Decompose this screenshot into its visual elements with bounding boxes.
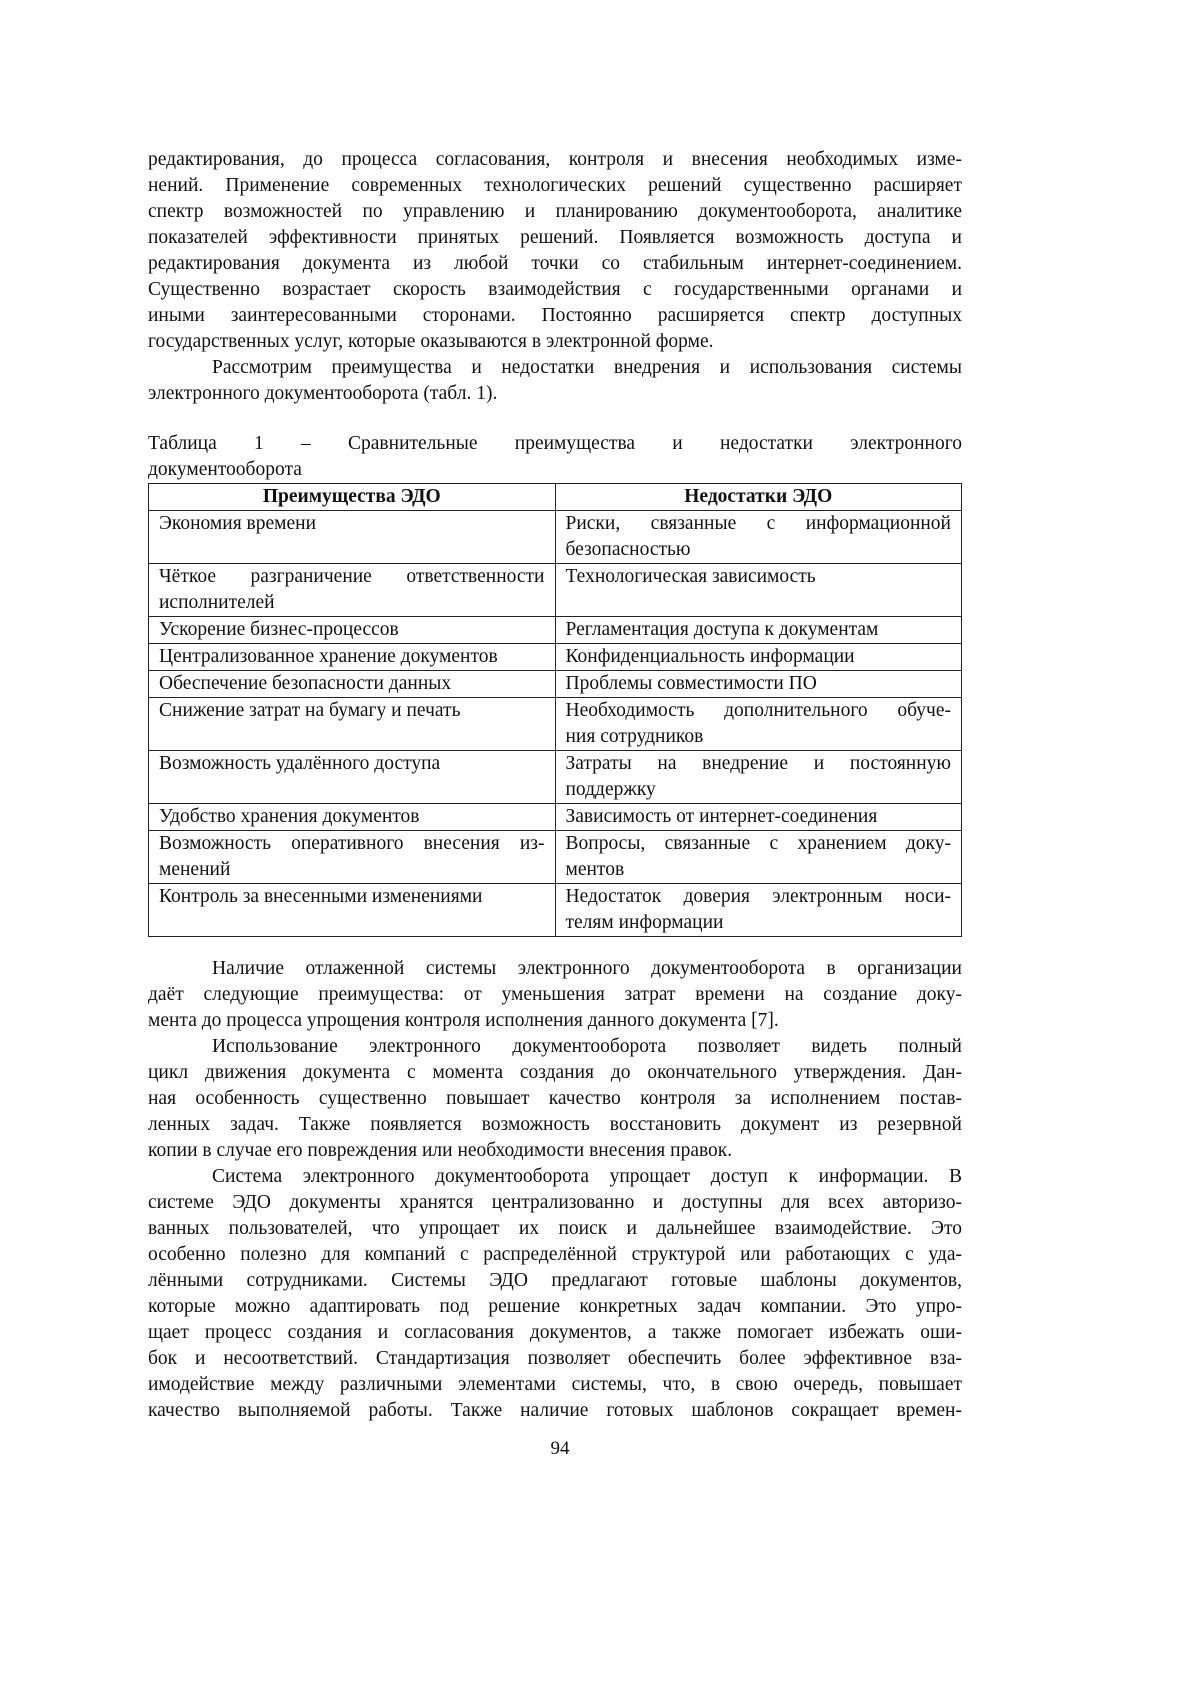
- text-line: Возможность удалённого доступа: [159, 751, 545, 777]
- header-disadvantages: Недостатки ЭДО: [555, 484, 962, 511]
- table-caption: [148, 431, 962, 483]
- paragraph-5: [148, 1164, 962, 1424]
- text-line: исполнителей: [159, 590, 545, 616]
- text-line: Ускорение бизнес-процессов: [159, 617, 545, 643]
- text-line: Обеспечение безопасности данных: [159, 671, 545, 697]
- text-line: ленных задач. Также появляется возможность восстановить документ из резервной: [148, 1112, 962, 1138]
- advantage-cell: [149, 617, 556, 644]
- disadvantage-cell: [555, 831, 962, 884]
- text-line: Технологическая зависимость: [566, 564, 952, 590]
- page-number: 94: [0, 1438, 1120, 1460]
- text-line: Удобство хранения документов: [159, 804, 545, 830]
- table-row: [149, 511, 962, 564]
- text-line: иными заинтересованными сторонами. Постоянно расширяется спектр доступных: [148, 303, 962, 329]
- text-line: Вопросы, связанные с хранением доку-: [566, 831, 952, 857]
- advantage-cell: [149, 671, 556, 698]
- disadvantage-cell: [555, 804, 962, 831]
- text-line: бок и несоответствий. Стандартизация позволяет обеспечить более эффективное вза-: [148, 1346, 962, 1372]
- paragraph-1: [148, 147, 962, 355]
- disadvantage-cell: [555, 751, 962, 804]
- text-line: Наличие отлаженной системы электронного документооборота в организации: [148, 956, 962, 982]
- text-line: качество выполняемой работы. Также наличие готовых шаблонов сокращает времен-: [148, 1398, 962, 1424]
- table-row: [149, 644, 962, 671]
- text-line: безопасностью: [566, 537, 952, 563]
- text-line: Проблемы совместимости ПО: [566, 671, 952, 697]
- text-line: телям информации: [566, 910, 952, 936]
- disadvantage-cell: [555, 511, 962, 564]
- text-line: Недостаток доверия электронным носи-: [566, 884, 952, 910]
- text-line: Использование электронного документооборота позволяет видеть полный: [148, 1034, 962, 1060]
- text-line: Необходимость дополнительного обуче-: [566, 698, 952, 724]
- text-line: документооборота: [148, 457, 962, 483]
- header-advantages: Преимущества ЭДО: [149, 484, 556, 511]
- table-row: [149, 804, 962, 831]
- advantage-cell: [149, 564, 556, 617]
- table-row: [149, 884, 962, 937]
- text-line: ная особенность существенно повышает качество контроля за исполнением постав-: [148, 1086, 962, 1112]
- text-line: Контроль за внесенными изменениями: [159, 884, 545, 910]
- text-line: лёнными сотрудниками. Системы ЭДО предлагают готовые шаблоны документов,: [148, 1268, 962, 1294]
- text-line: Конфиденциальность информации: [566, 644, 952, 670]
- text-line: щает процесс создания и согласования документов, а также помогает избежать оши-: [148, 1320, 962, 1346]
- text-line: редактирования документа из любой точки со стабильным интернет-соединением.: [148, 251, 962, 277]
- text-line: мента до процесса упрощения контроля исполнения данного документа [7].: [148, 1008, 962, 1034]
- advantage-cell: [149, 804, 556, 831]
- advantage-cell: [149, 644, 556, 671]
- advantage-cell: [149, 511, 556, 564]
- text-line: электронного документооборота (табл. 1).: [148, 381, 962, 407]
- text-line: Таблица 1 – Сравнительные преимущества и недостатки электронного: [148, 431, 962, 457]
- text-line: цикл движения документа с момента создания до окончательного утверждения. Дан-: [148, 1060, 962, 1086]
- text-line: государственных услуг, которые оказываются в электронной форме.: [148, 329, 962, 355]
- text-line: Снижение затрат на бумагу и печать: [159, 698, 545, 724]
- text-line: Возможность оперативного внесения из-: [159, 831, 545, 857]
- disadvantage-cell: [555, 617, 962, 644]
- text-line: Риски, связанные с информационной: [566, 511, 952, 537]
- advantage-cell: [149, 698, 556, 751]
- text-line: Рассмотрим преимущества и недостатки внедрения и использования системы: [148, 355, 962, 381]
- disadvantage-cell: [555, 671, 962, 698]
- table-row: [149, 698, 962, 751]
- text-line: поддержку: [566, 777, 952, 803]
- text-line: системе ЭДО документы хранятся централизованно и доступны для всех авторизо-: [148, 1190, 962, 1216]
- text-line: копии в случае его повреждения или необходимости внесения правок.: [148, 1138, 962, 1164]
- text-line: которые можно адаптировать под решение конкретных задач компании. Это упро-: [148, 1294, 962, 1320]
- table-header-row: [149, 484, 962, 511]
- text-line: Регламентация доступа к документам: [566, 617, 952, 643]
- paragraph-4: [148, 1034, 962, 1164]
- disadvantage-cell: [555, 644, 962, 671]
- table-row: [149, 617, 962, 644]
- text-line: Затраты на внедрение и постоянную: [566, 751, 952, 777]
- comparison-table: [148, 483, 962, 937]
- paragraph-3: [148, 956, 962, 1034]
- text-line: Экономия времени: [159, 511, 545, 537]
- text-line: Централизованное хранение документов: [159, 644, 545, 670]
- table-row: [149, 671, 962, 698]
- table-row: [149, 564, 962, 617]
- text-line: менений: [159, 857, 545, 883]
- text-line: особенно полезно для компаний с распределённой структурой или работающих с уда-: [148, 1242, 962, 1268]
- text-line: имодействие между различными элементами системы, что, в свою очередь, повышает: [148, 1372, 962, 1398]
- text-line: Система электронного документооборота упрощает доступ к информации. В: [148, 1164, 962, 1190]
- advantage-cell: [149, 831, 556, 884]
- disadvantage-cell: [555, 564, 962, 617]
- paragraph-2: [148, 355, 962, 407]
- text-line: ния сотрудников: [566, 724, 952, 750]
- text-line: нений. Применение современных технологических решений существенно расширяет: [148, 173, 962, 199]
- advantage-cell: [149, 751, 556, 804]
- disadvantage-cell: [555, 698, 962, 751]
- text-line: ванных пользователей, что упрощает их поиск и дальнейшее взаимодействие. Это: [148, 1216, 962, 1242]
- table-row: [149, 751, 962, 804]
- advantage-cell: [149, 884, 556, 937]
- table-row: [149, 831, 962, 884]
- text-line: Существенно возрастает скорость взаимодействия с государственными органами и: [148, 277, 962, 303]
- text-line: спектр возможностей по управлению и планированию документооборота, аналитике: [148, 199, 962, 225]
- text-line: Чёткое разграничение ответственности: [159, 564, 545, 590]
- text-line: даёт следующие преимущества: от уменьшения затрат времени на создание доку-: [148, 982, 962, 1008]
- text-line: ментов: [566, 857, 952, 883]
- text-line: редактирования, до процесса согласования, контроля и внесения необходимых изме-: [148, 147, 962, 173]
- text-line: показателей эффективности принятых решений. Появляется возможность доступа и: [148, 225, 962, 251]
- disadvantage-cell: [555, 884, 962, 937]
- text-line: Зависимость от интернет-соединения: [566, 804, 952, 830]
